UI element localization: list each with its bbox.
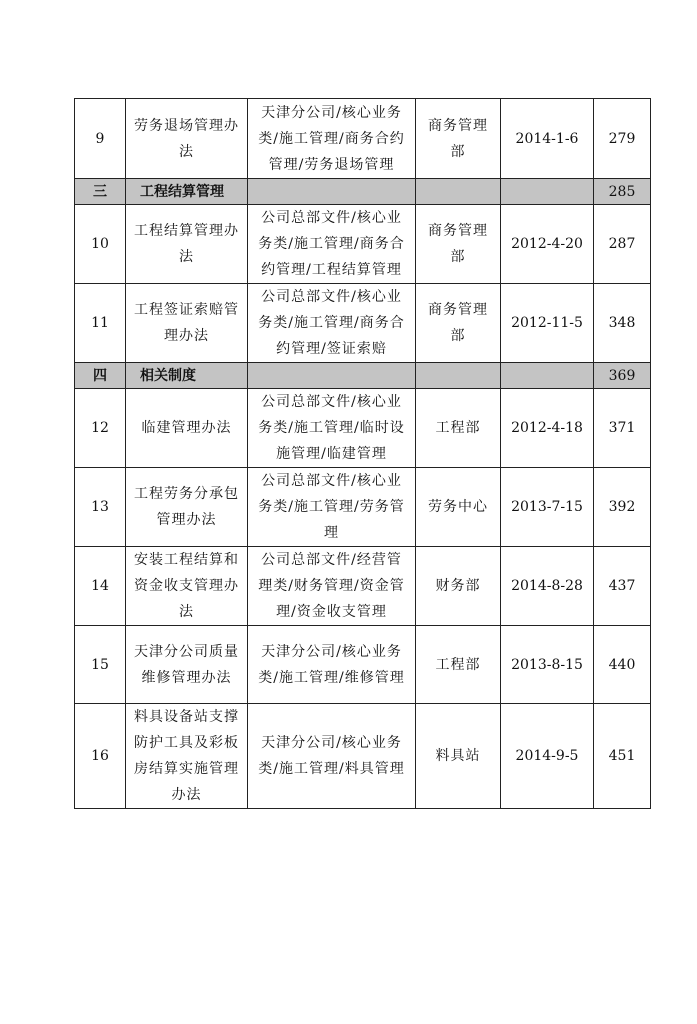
document-title: 天津分公司质量维修管理办法 bbox=[126, 626, 248, 704]
page-number: 287 bbox=[594, 205, 651, 284]
table-row-15 bbox=[75, 626, 651, 704]
page-number: 437 bbox=[594, 547, 651, 626]
issue-date: 2012-4-18 bbox=[501, 389, 594, 468]
table-row-16 bbox=[75, 704, 651, 809]
document-path: 公司总部文件/核心业务类/施工管理/临时设施管理/临建管理 bbox=[248, 389, 416, 468]
row-number: 13 bbox=[75, 468, 126, 547]
issue-date: 2012-11-5 bbox=[501, 284, 594, 363]
issue-date: 2014-9-5 bbox=[501, 704, 594, 809]
table-row-9 bbox=[75, 99, 651, 179]
document-path: 公司总部文件/核心业务类/施工管理/商务合约管理/工程结算管理 bbox=[248, 205, 416, 284]
document-path: 天津分公司/核心业务类/施工管理/商务合约管理/劳务退场管理 bbox=[248, 99, 416, 179]
department: 财务部 bbox=[416, 547, 501, 626]
page-number: 371 bbox=[594, 389, 651, 468]
empty-cell bbox=[248, 179, 416, 205]
department: 工程部 bbox=[416, 389, 501, 468]
issue-date: 2014-8-28 bbox=[501, 547, 594, 626]
page-number: 348 bbox=[594, 284, 651, 363]
issue-date: 2014-1-6 bbox=[501, 99, 594, 179]
page-number: 440 bbox=[594, 626, 651, 704]
section-title: 相关制度 bbox=[126, 363, 248, 389]
department: 料具站 bbox=[416, 704, 501, 809]
department: 工程部 bbox=[416, 626, 501, 704]
row-number: 14 bbox=[75, 547, 126, 626]
table-row-11 bbox=[75, 284, 651, 363]
document-title: 工程签证索赔管理办法 bbox=[126, 284, 248, 363]
section-title: 工程结算管理 bbox=[126, 179, 248, 205]
empty-cell bbox=[501, 179, 594, 205]
row-number: 16 bbox=[75, 704, 126, 809]
document-path: 公司总部文件/核心业务类/施工管理/商务合约管理/签证索赔 bbox=[248, 284, 416, 363]
section-number: 四 bbox=[75, 363, 126, 389]
section-page-number: 369 bbox=[594, 363, 651, 389]
document-title: 安装工程结算和资金收支管理办法 bbox=[126, 547, 248, 626]
document-path: 公司总部文件/经营管理类/财务管理/资金管理/资金收支管理 bbox=[248, 547, 416, 626]
row-number: 9 bbox=[75, 99, 126, 179]
row-number: 12 bbox=[75, 389, 126, 468]
document-title: 临建管理办法 bbox=[126, 389, 248, 468]
section-number: 三 bbox=[75, 179, 126, 205]
section-row-3 bbox=[75, 179, 651, 205]
section-page-number: 285 bbox=[594, 179, 651, 205]
document-path: 天津分公司/核心业务类/施工管理/维修管理 bbox=[248, 626, 416, 704]
table-row-14 bbox=[75, 547, 651, 626]
row-number: 10 bbox=[75, 205, 126, 284]
empty-cell bbox=[248, 363, 416, 389]
document-title: 料具设备站支撑防护工具及彩板房结算实施管理办法 bbox=[126, 704, 248, 809]
department: 劳务中心 bbox=[416, 468, 501, 547]
issue-date: 2012-4-20 bbox=[501, 205, 594, 284]
page-number: 392 bbox=[594, 468, 651, 547]
document-path: 天津分公司/核心业务类/施工管理/料具管理 bbox=[248, 704, 416, 809]
department: 商务管理部 bbox=[416, 99, 501, 179]
document-path: 公司总部文件/核心业务类/施工管理/劳务管理 bbox=[248, 468, 416, 547]
document-title: 工程劳务分承包管理办法 bbox=[126, 468, 248, 547]
department: 商务管理部 bbox=[416, 205, 501, 284]
empty-cell bbox=[416, 363, 501, 389]
table-row-10 bbox=[75, 205, 651, 284]
table-row-12 bbox=[75, 389, 651, 468]
empty-cell bbox=[501, 363, 594, 389]
document-title: 工程结算管理办法 bbox=[126, 205, 248, 284]
section-row-4 bbox=[75, 363, 651, 389]
row-number: 15 bbox=[75, 626, 126, 704]
department: 商务管理部 bbox=[416, 284, 501, 363]
document-index-table bbox=[74, 98, 651, 809]
empty-cell bbox=[416, 179, 501, 205]
row-number: 11 bbox=[75, 284, 126, 363]
issue-date: 2013-8-15 bbox=[501, 626, 594, 704]
document-title: 劳务退场管理办法 bbox=[126, 99, 248, 179]
issue-date: 2013-7-15 bbox=[501, 468, 594, 547]
table-row-13 bbox=[75, 468, 651, 547]
page-number: 451 bbox=[594, 704, 651, 809]
page-number: 279 bbox=[594, 99, 651, 179]
